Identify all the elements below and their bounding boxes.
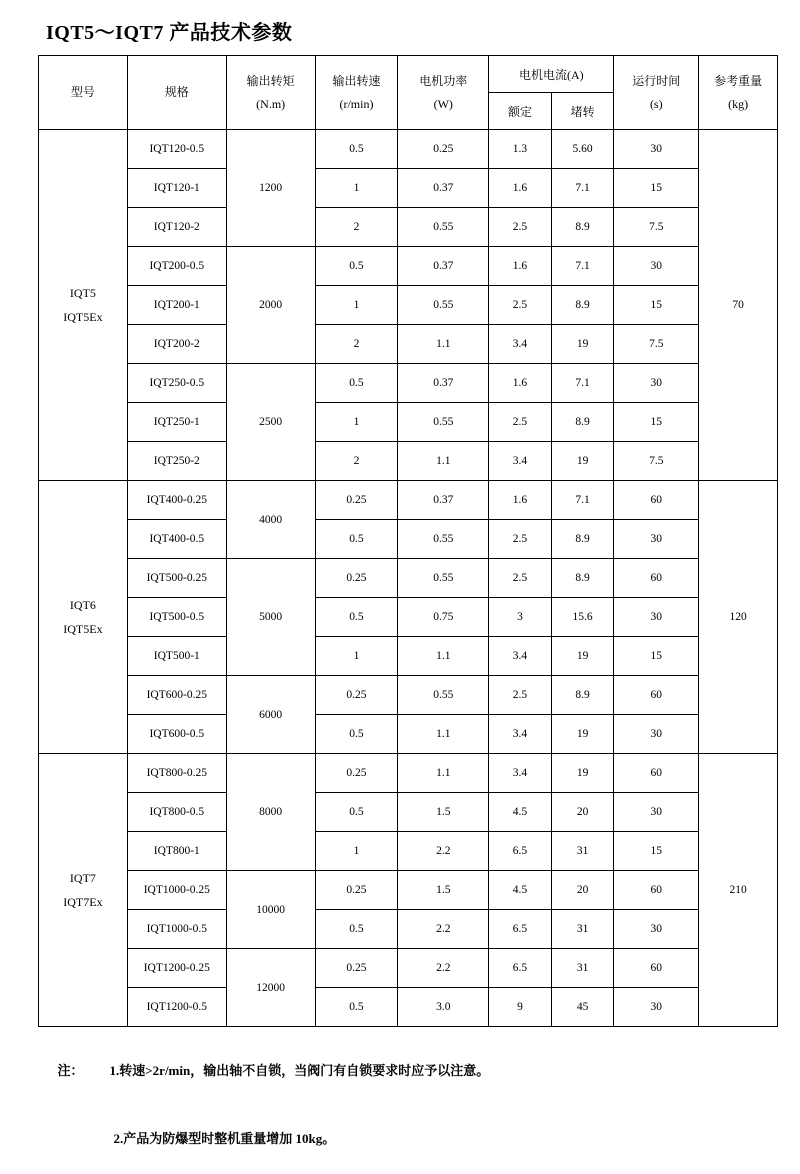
cell-current-rated: 3.4: [489, 715, 552, 754]
cell-runtime: 30: [614, 793, 699, 832]
cell-current-locked: 8.9: [551, 286, 614, 325]
cell-torque: 5000: [226, 559, 315, 676]
cell-power: 0.55: [398, 520, 489, 559]
cell-speed: 0.5: [315, 715, 398, 754]
cell-current-locked: 8.9: [551, 208, 614, 247]
cell-spec: IQT250-2: [127, 442, 226, 481]
cell-power: 1.5: [398, 871, 489, 910]
cell-speed: 0.25: [315, 871, 398, 910]
cell-current-rated: 1.6: [489, 481, 552, 520]
cell-spec: IQT500-1: [127, 637, 226, 676]
cell-power: 0.55: [398, 403, 489, 442]
cell-current-rated: 3.4: [489, 325, 552, 364]
header-torque: [226, 56, 315, 130]
cell-runtime: 30: [614, 130, 699, 169]
cell-model-line1: IQT5: [69, 286, 96, 300]
table-row: [39, 832, 778, 871]
cell-speed: 2: [315, 442, 398, 481]
table-row: [39, 988, 778, 1027]
table-row: [39, 442, 778, 481]
page-title: IQT5～IQT7 产品技术参数: [46, 22, 293, 44]
cell-current-rated: 2.5: [489, 208, 552, 247]
cell-runtime: 15: [614, 403, 699, 442]
cell-current-locked: 31: [551, 949, 614, 988]
cell-power: 1.5: [398, 793, 489, 832]
cell-spec: IQT800-0.5: [127, 793, 226, 832]
cell-model-line1: IQT6: [69, 598, 96, 612]
header-current-group: 电机电流(A): [489, 56, 614, 93]
header-current-locked: 堵转: [551, 93, 614, 130]
header-torque-unit: (N.m): [256, 96, 286, 111]
cell-spec: IQT250-1: [127, 403, 226, 442]
cell-current-locked: 8.9: [551, 676, 614, 715]
cell-spec: IQT1200-0.5: [127, 988, 226, 1027]
cell-power: 2.2: [398, 910, 489, 949]
cell-speed: 0.5: [315, 793, 398, 832]
cell-torque: 8000: [226, 754, 315, 871]
cell-current-locked: 19: [551, 325, 614, 364]
cell-current-rated: 4.5: [489, 793, 552, 832]
cell-speed: 0.5: [315, 598, 398, 637]
cell-runtime: 30: [614, 364, 699, 403]
table-header: [39, 56, 778, 130]
cell-power: 0.25: [398, 130, 489, 169]
cell-speed: 0.5: [315, 910, 398, 949]
table-row: [39, 481, 778, 520]
table-row: [39, 637, 778, 676]
cell-current-locked: 19: [551, 715, 614, 754]
notes-label: 注：: [57, 1062, 84, 1078]
note-line-1: [38, 1037, 778, 1105]
cell-torque: 1200: [226, 130, 315, 247]
cell-current-locked: 7.1: [551, 481, 614, 520]
table-row: [39, 715, 778, 754]
cell-power: 0.55: [398, 559, 489, 598]
table-row: [39, 364, 778, 403]
cell-spec: IQT1200-0.25: [127, 949, 226, 988]
cell-power: 1.1: [398, 754, 489, 793]
cell-spec: IQT400-0.5: [127, 520, 226, 559]
cell-runtime: 30: [614, 598, 699, 637]
cell-current-rated: 2.5: [489, 676, 552, 715]
cell-current-rated: 2.5: [489, 403, 552, 442]
cell-current-rated: 1.6: [489, 169, 552, 208]
cell-speed: 0.25: [315, 754, 398, 793]
cell-weight: 210: [699, 754, 778, 1027]
cell-runtime: 15: [614, 832, 699, 871]
cell-speed: 1: [315, 832, 398, 871]
cell-current-locked: 19: [551, 442, 614, 481]
cell-spec: IQT500-0.25: [127, 559, 226, 598]
cell-runtime: 7.5: [614, 442, 699, 481]
cell-runtime: 15: [614, 637, 699, 676]
cell-speed: 0.25: [315, 559, 398, 598]
cell-power: 0.55: [398, 676, 489, 715]
header-spec: 规格: [127, 56, 226, 130]
cell-power: 0.55: [398, 286, 489, 325]
cell-model: [39, 754, 128, 1027]
cell-speed: 0.5: [315, 364, 398, 403]
cell-model: [39, 481, 128, 754]
cell-current-rated: 3: [489, 598, 552, 637]
cell-current-rated: 3.4: [489, 754, 552, 793]
cell-runtime: 30: [614, 247, 699, 286]
cell-spec: IQT1000-0.25: [127, 871, 226, 910]
cell-runtime: 7.5: [614, 208, 699, 247]
cell-speed: 0.5: [315, 988, 398, 1027]
table-row: [39, 520, 778, 559]
cell-spec: IQT120-1: [127, 169, 226, 208]
notes-block: [38, 1037, 778, 1174]
cell-torque: 6000: [226, 676, 315, 754]
cell-speed: 2: [315, 208, 398, 247]
cell-current-locked: 20: [551, 793, 614, 832]
cell-current-locked: 45: [551, 988, 614, 1027]
cell-spec: IQT600-0.5: [127, 715, 226, 754]
cell-torque: 10000: [226, 871, 315, 949]
cell-current-locked: 7.1: [551, 364, 614, 403]
cell-runtime: 30: [614, 520, 699, 559]
header-power: [398, 56, 489, 130]
cell-current-locked: 7.1: [551, 247, 614, 286]
cell-spec: IQT120-2: [127, 208, 226, 247]
cell-spec: IQT600-0.25: [127, 676, 226, 715]
table-body: [39, 130, 778, 1027]
spec-table: [38, 55, 778, 1027]
header-power-unit: (W): [433, 96, 453, 111]
cell-runtime: 15: [614, 286, 699, 325]
cell-current-rated: 2.5: [489, 286, 552, 325]
cell-current-rated: 6.5: [489, 832, 552, 871]
table-row: [39, 247, 778, 286]
table-row: [39, 559, 778, 598]
cell-current-locked: 31: [551, 832, 614, 871]
cell-speed: 0.25: [315, 676, 398, 715]
cell-spec: IQT200-1: [127, 286, 226, 325]
header-speed-label: 输出转速: [332, 73, 381, 88]
table-row: [39, 169, 778, 208]
cell-spec: IQT800-1: [127, 832, 226, 871]
cell-speed: 0.5: [315, 520, 398, 559]
cell-runtime: 30: [614, 715, 699, 754]
cell-power: 1.1: [398, 637, 489, 676]
cell-current-rated: 3.4: [489, 442, 552, 481]
cell-spec: IQT800-0.25: [127, 754, 226, 793]
cell-runtime: 60: [614, 559, 699, 598]
cell-current-rated: 9: [489, 988, 552, 1027]
header-power-label: 电机功率: [419, 73, 468, 88]
table-row: [39, 910, 778, 949]
header-model: 型号: [39, 56, 128, 130]
cell-current-locked: 7.1: [551, 169, 614, 208]
table-row: [39, 754, 778, 793]
header-weight: [699, 56, 778, 130]
header-weight-label: 参考重量: [714, 73, 763, 88]
cell-speed: 1: [315, 403, 398, 442]
cell-current-locked: 19: [551, 637, 614, 676]
cell-speed: 1: [315, 286, 398, 325]
table-row: [39, 325, 778, 364]
cell-spec: IQT120-0.5: [127, 130, 226, 169]
cell-torque: 4000: [226, 481, 315, 559]
cell-current-rated: 3.4: [489, 637, 552, 676]
cell-model: [39, 130, 128, 481]
note-text-1: 1.转速>2r/min，输出轴不自锁，当阀门有自锁要求时应予以注意。: [109, 1062, 490, 1078]
cell-power: 0.37: [398, 169, 489, 208]
cell-spec: IQT400-0.25: [127, 481, 226, 520]
cell-current-locked: 8.9: [551, 403, 614, 442]
cell-runtime: 15: [614, 169, 699, 208]
cell-runtime: 60: [614, 949, 699, 988]
cell-runtime: 60: [614, 871, 699, 910]
cell-current-rated: 6.5: [489, 910, 552, 949]
table-row: [39, 793, 778, 832]
note-line-2: [38, 1105, 778, 1173]
cell-power: 0.37: [398, 247, 489, 286]
cell-spec: IQT500-0.5: [127, 598, 226, 637]
cell-power: 0.37: [398, 364, 489, 403]
header-runtime: [614, 56, 699, 130]
header-current-rated: 额定: [489, 93, 552, 130]
cell-current-locked: 5.60: [551, 130, 614, 169]
cell-model-line2: IQT5Ex: [63, 310, 103, 324]
cell-speed: 0.5: [315, 247, 398, 286]
cell-spec: IQT1000-0.5: [127, 910, 226, 949]
cell-torque: 2000: [226, 247, 315, 364]
cell-spec: IQT200-0.5: [127, 247, 226, 286]
cell-power: 2.2: [398, 832, 489, 871]
cell-speed: 1: [315, 169, 398, 208]
cell-current-locked: 31: [551, 910, 614, 949]
table-row: [39, 403, 778, 442]
table-row: [39, 676, 778, 715]
cell-power: 0.37: [398, 481, 489, 520]
cell-current-locked: 19: [551, 754, 614, 793]
cell-power: 1.1: [398, 442, 489, 481]
cell-power: 3.0: [398, 988, 489, 1027]
header-speed-unit: (r/min): [339, 96, 374, 111]
cell-model-line1: IQT7: [69, 871, 96, 885]
cell-runtime: 30: [614, 910, 699, 949]
cell-model-line2: IQT5Ex: [63, 622, 103, 636]
cell-weight: 70: [699, 130, 778, 481]
cell-weight: 120: [699, 481, 778, 754]
cell-current-locked: 8.9: [551, 520, 614, 559]
cell-current-locked: 20: [551, 871, 614, 910]
cell-power: 1.1: [398, 715, 489, 754]
cell-torque: 12000: [226, 949, 315, 1027]
header-weight-unit: (kg): [728, 96, 749, 111]
table-row: [39, 130, 778, 169]
cell-power: 0.55: [398, 208, 489, 247]
table-row: [39, 598, 778, 637]
cell-current-rated: 2.5: [489, 520, 552, 559]
cell-speed: 2: [315, 325, 398, 364]
cell-current-rated: 1.6: [489, 364, 552, 403]
table-row: [39, 949, 778, 988]
cell-model-line2: IQT7Ex: [63, 895, 103, 909]
cell-speed: 0.5: [315, 130, 398, 169]
cell-current-locked: 8.9: [551, 559, 614, 598]
header-speed: [315, 56, 398, 130]
table-row: [39, 871, 778, 910]
cell-current-rated: 4.5: [489, 871, 552, 910]
cell-runtime: 60: [614, 481, 699, 520]
cell-torque: 2500: [226, 364, 315, 481]
cell-power: 2.2: [398, 949, 489, 988]
cell-runtime: 60: [614, 754, 699, 793]
cell-current-rated: 1.6: [489, 247, 552, 286]
cell-runtime: 60: [614, 676, 699, 715]
cell-current-locked: 15.6: [551, 598, 614, 637]
cell-runtime: 7.5: [614, 325, 699, 364]
cell-speed: 0.25: [315, 481, 398, 520]
header-runtime-label: 运行时间: [632, 73, 681, 88]
table-row: [39, 286, 778, 325]
cell-power: 1.1: [398, 325, 489, 364]
cell-spec: IQT250-0.5: [127, 364, 226, 403]
header-torque-label: 输出转矩: [246, 73, 295, 88]
header-runtime-unit: (s): [649, 96, 663, 111]
cell-spec: IQT200-2: [127, 325, 226, 364]
note-text-2: 2.产品为防爆型时整机重量增加 10kg。: [113, 1131, 336, 1146]
cell-current-rated: 2.5: [489, 559, 552, 598]
cell-current-rated: 6.5: [489, 949, 552, 988]
cell-speed: 1: [315, 637, 398, 676]
cell-speed: 0.25: [315, 949, 398, 988]
cell-runtime: 30: [614, 988, 699, 1027]
cell-power: 0.75: [398, 598, 489, 637]
cell-current-rated: 1.3: [489, 130, 552, 169]
table-row: [39, 208, 778, 247]
